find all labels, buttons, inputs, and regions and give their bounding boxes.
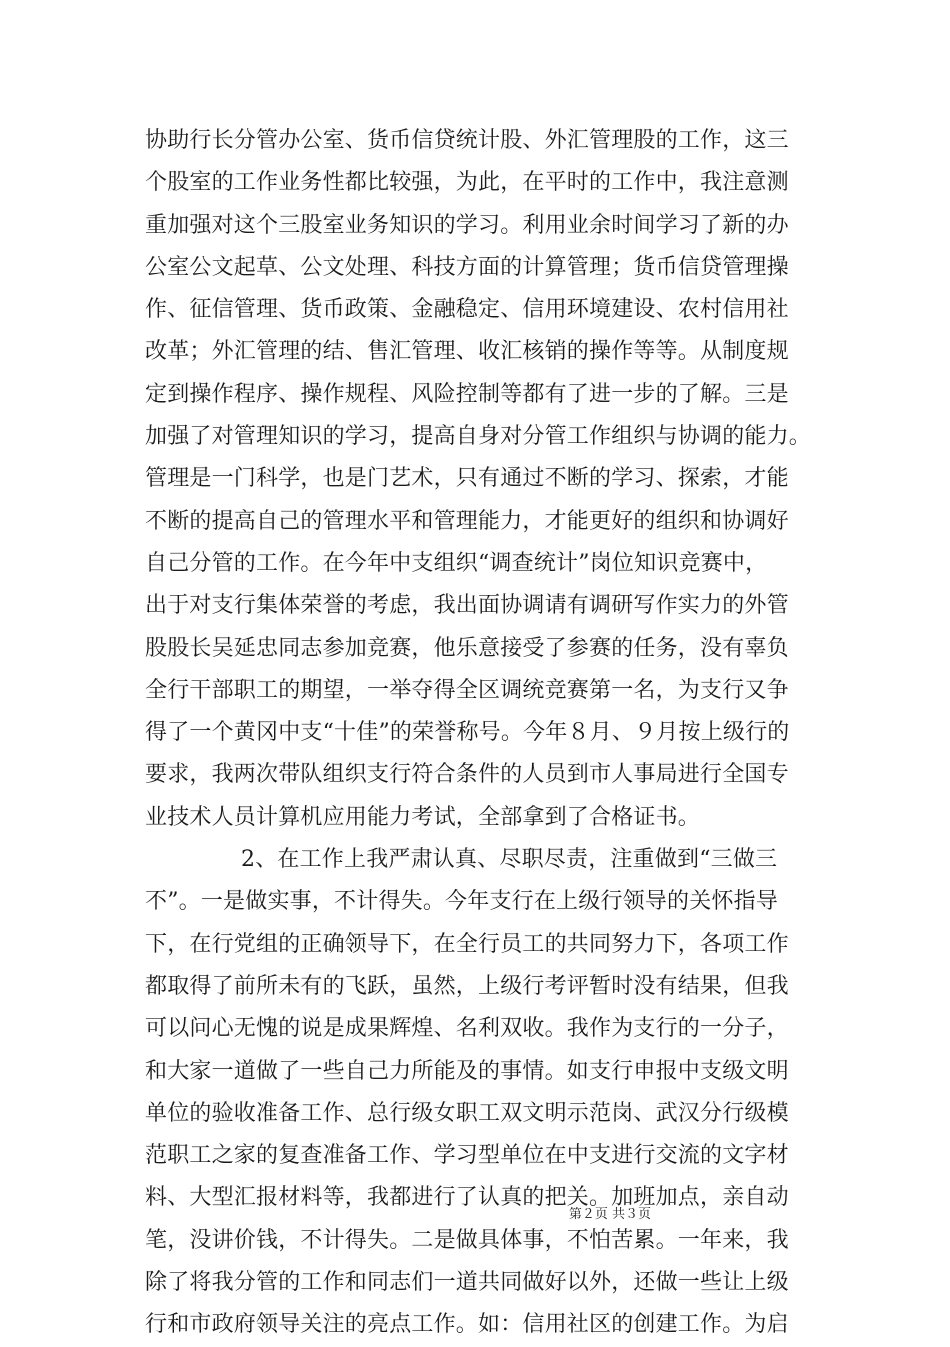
text-line: 全行干部职工的期望，一举夺得全区调统竞赛第一名，为支行又争 — [145, 677, 789, 703]
text-line: 股股长吴延忠同志参加竞赛，他乐意接受了参赛的任务，没有辜负 — [145, 635, 789, 661]
text-line: 都取得了前所未有的飞跃，虽然，上级行考评暂时没有结果，但我 — [145, 973, 789, 999]
text-line: 公室公文起草、公文处理、科技方面的计算管理；货币信贷管理操 — [145, 254, 789, 280]
text-line: 加强了对管理知识的学习，提高自身对分管工作组织与协调的能力。 — [145, 424, 812, 450]
text-line: 要求，我两次带队组织支行符合条件的人员到市人事局进行全国专 — [145, 762, 789, 788]
text-line: 重加强对这个三股室业务知识的学习。利用业余时间学习了新的办 — [145, 212, 789, 238]
text-line: 协助行长分管办公室、货币信贷统计股、外汇管理股的工作，这三 — [145, 128, 789, 153]
text-line: 改革；外汇管理的结、售汇管理、收汇核销的操作等等。从制度规 — [145, 339, 789, 365]
text-line: 作、征信管理、货币政策、金融稳定、信用环境建设、农村信用社 — [145, 297, 789, 323]
text-line: 不断的提高自己的管理水平和管理能力，才能更好的组织和协调好 — [145, 508, 789, 534]
body-text — [145, 120, 845, 1347]
text-line: 除了将我分管的工作和同志们一道共同做好以外，还做一些让上级 — [145, 1270, 789, 1296]
paragraph-start-line: 2、在工作上我严肃认真、尽职尽责，注重做到“三做三 — [241, 847, 778, 873]
text-line: 得了一个黄冈中支“十佳”的荣誉称号。今年８月、９月按上级行的 — [145, 720, 790, 746]
text-line: 行和市政府领导关注的亮点工作。如：信用社区的创建工作。为启 — [145, 1312, 789, 1338]
text-line: 笔，没讲价钱，不计得失。二是做具体事，不怕苦累。一年来，我 — [145, 1227, 789, 1253]
text-line: 管理是一门科学，也是门艺术，只有通过不断的学习、探索，才能 — [145, 466, 789, 492]
text-line: 下，在行党组的正确领导下，在全行员工的共同努力下，各项工作 — [145, 931, 789, 957]
page-number: 第２页 共３页 — [568, 1207, 652, 1222]
text-line: 范职工之家的复查准备工作、学习型单位在中支进行交流的文字材 — [145, 1143, 789, 1169]
text-line: 个股室的工作业务性都比较强，为此，在平时的工作中，我注意测 — [145, 170, 789, 196]
text-line: 不”。一是做实事，不计得失。今年支行在上级行领导的关怀指导 — [145, 889, 779, 915]
text-line: 和大家一道做了一些自己力所能及的事情。如支行申报中支级文明 — [145, 1058, 789, 1084]
page-footer — [0, 1203, 950, 1222]
text-line: 定到操作程序、操作规程、风险控制等都有了进一步的了解。三是 — [145, 381, 789, 407]
text-line: 可以问心无愧的说是成果辉煌、名利双收。我作为支行的一分子， — [145, 1016, 789, 1042]
text-line: 单位的验收准备工作、总行级女职工双文明示范岗、武汉分行级模 — [145, 1100, 789, 1126]
text-line: 自己分管的工作。在今年中支组织“调查统计”岗位知识竞赛中， — [145, 550, 768, 576]
text-line: 出于对支行集体荣誉的考虑，我出面协调请有调研写作实力的外管 — [145, 593, 789, 619]
text-line: 料、大型汇报材料等，我都进行了认真的把关。加班加点，亲自动 — [145, 1185, 789, 1211]
text-line: 业技术人员计算机应用能力考试，全部拿到了合格证书。 — [145, 804, 701, 830]
